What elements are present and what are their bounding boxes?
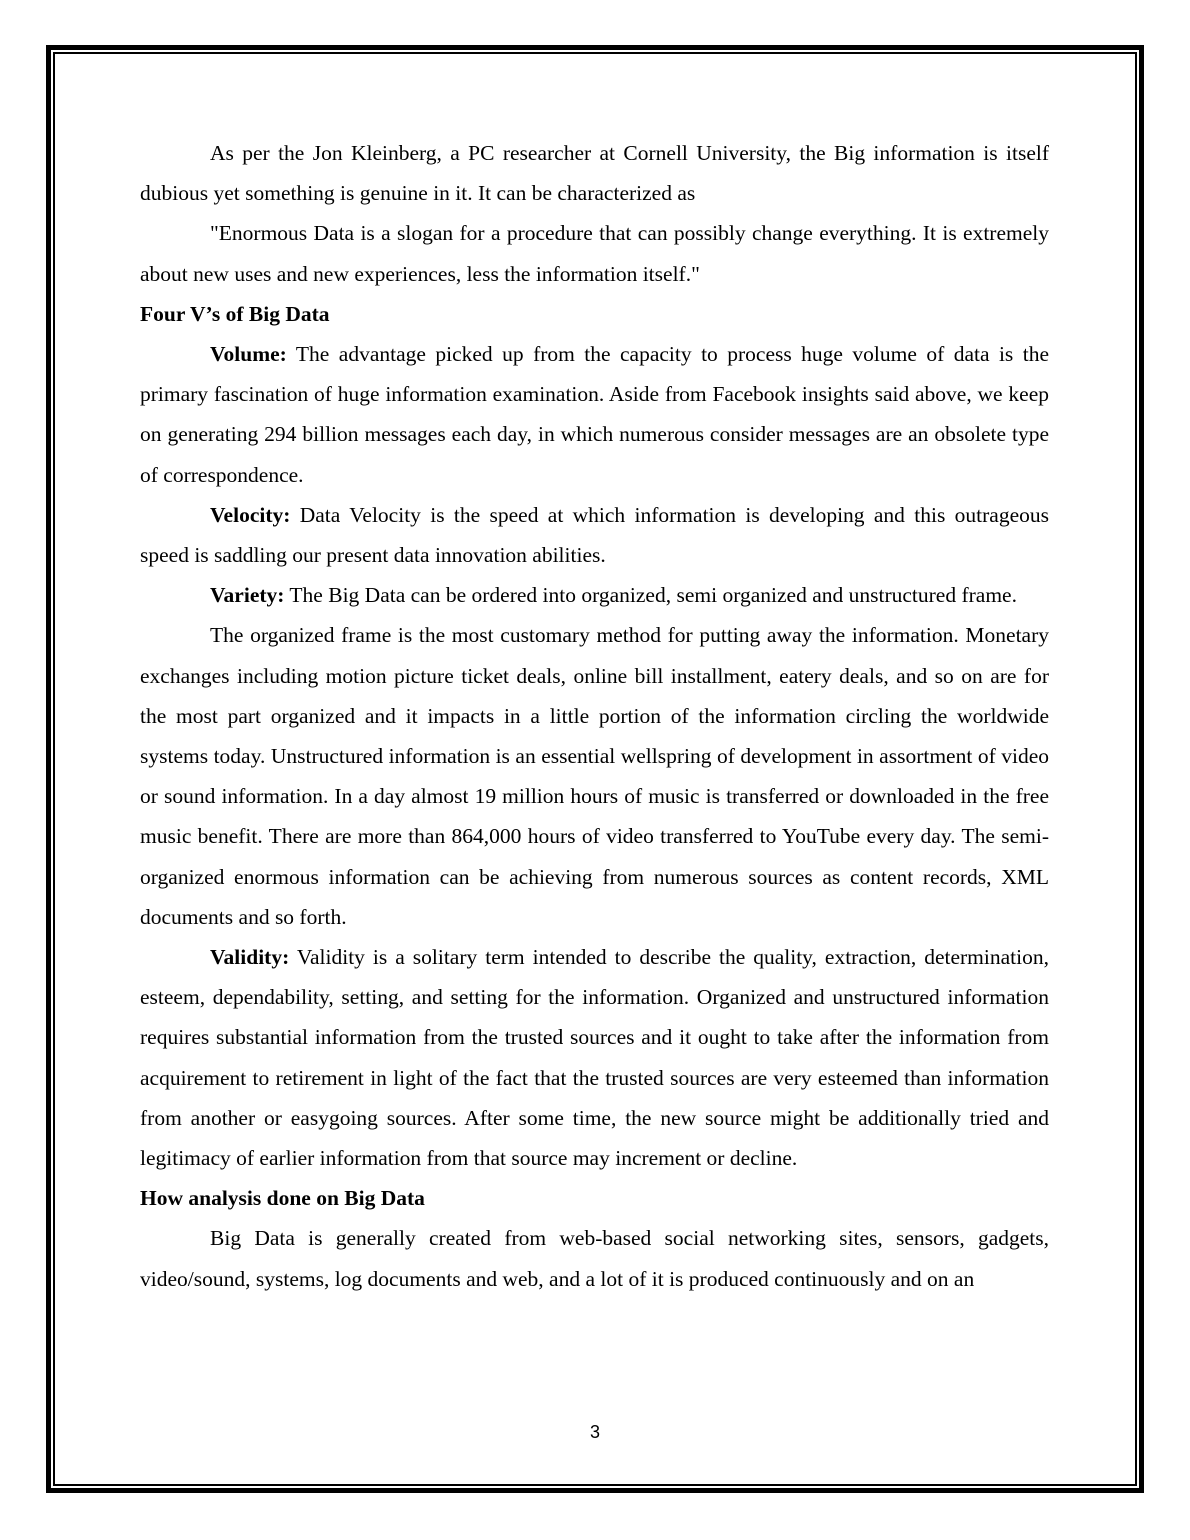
term-volume: Volume: — [210, 342, 287, 367]
paragraph-big-data-sources: Big Data is generally created from web-based social networking sites, sensors, gadgets, video/sound, systems, log documents and web, and a lot of it is produced continuously and on an — [140, 1226, 1049, 1291]
paragraph-quote: "Enormous Data is a slogan for a procedure that can possibly change everything. It is extremely about new uses and new experiences, less the information itself." — [140, 221, 1049, 286]
term-velocity: Velocity: — [210, 502, 291, 527]
document-body — [140, 133, 1049, 1299]
page-number: 3 — [589, 1422, 600, 1442]
heading-four-vs: Four V’s of Big Data — [140, 301, 330, 326]
paragraph-organized-frame: The organized frame is the most customary method for putting away the information. Monetary exchanges including motion picture ticket deals, online bill installment, eatery deals, and so on are for the most part organized and it impacts in a little portion of the information circling the worldwide systems today. Unstructured information is an essential wellspring of development in assortment of video or sound information. In a day almost 19 million hours of music is transferred or downloaded in the free music benefit. There are more than 864,000 hours of video transferred to YouTube every day. The semi-organized enormous information can be achieving from numerous sources as content records, XML documents and so forth. — [140, 623, 1049, 929]
term-validity: Validity: — [210, 945, 290, 970]
text-velocity: Data Velocity is the speed at which information is developing and this outrageous speed is saddling our present data innovation abilities. — [140, 502, 1049, 568]
paragraph-volume — [140, 334, 1049, 495]
paragraph-kleinberg: As per the Jon Kleinberg, a PC researcher at Cornell University, the Big information is itself dubious yet something is genuine in it. It can be characterized as — [140, 141, 1049, 206]
paragraph-validity — [140, 937, 1049, 1178]
text-validity: Validity is a solitary term intended to describe the quality, extraction, determination, esteem, dependability, setting, and setting for the information. Organized and unstructured information requires substantial information from the trusted sources and it ought to take after the information from acquirement to retirement in light of the fact that the trusted sources are very esteemed than information from another or easygoing sources. After some time, the new source might be additionally tried and legitimacy of earlier information from that source may increment or decline. — [140, 945, 1049, 1171]
text-variety: The Big Data can be ordered into organized, semi organized and unstructured frame. — [284, 583, 1017, 608]
heading-analysis: How analysis done on Big Data — [140, 1186, 425, 1211]
term-variety: Variety: — [210, 583, 285, 608]
paragraph-variety — [140, 575, 1049, 615]
paragraph-velocity — [140, 495, 1049, 575]
text-volume: The advantage picked up from the capacity to process huge volume of data is the primary fascination of huge information examination. Aside from Facebook insights said above, we keep on generating 294 billion messages each day, in which numerous consider messages are an obsolete type of correspondence. — [140, 342, 1049, 487]
